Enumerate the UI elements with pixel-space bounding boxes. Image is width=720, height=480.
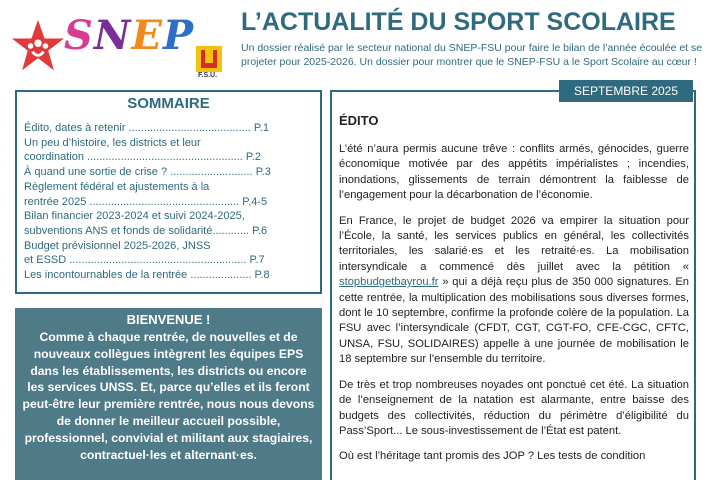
- logo-wordmark: SNEP: [64, 12, 195, 59]
- date-badge: SEPTEMBRE 2025: [559, 80, 693, 102]
- edito-section: [339, 113, 689, 475]
- toc-item[interactable]: À quand une sortie de crise ? ........................... P.3: [24, 166, 271, 179]
- bienvenue-title: BIENVENUE !: [126, 312, 211, 327]
- edito-paragraph: De très et trop nombreuses noyades ont ponctué cet été. La situation de l’enseignement de la natation est alarmante, entre baisse des budgets des collectivités, réduction du périmètre d’éligibilité du Pass’Sport... Le sous-investissement de l’État est patent.: [339, 378, 689, 437]
- bienvenue-text: Comme à chaque rentrée, de nouvelles et de nouveaux collègues intègrent les équipes EPS dans les établissements, les districts ou encore les services UNSS. Et, parce qu’elles et ils feront peut-être leur première rentrée, nous nous devons de donner le meilleur accueil possible, professionnel, convivial et militant aux stagiaires, contractuel·les et alternant·es.: [22, 330, 315, 462]
- toc-item[interactable]: rentrée 2025 ................................................. P.4-5: [24, 195, 268, 208]
- bienvenue-box: [15, 308, 322, 480]
- toc-item[interactable]: Bilan financier 2023-2024 et suivi 2024-2025,: [24, 210, 245, 223]
- toc-item[interactable]: Édito, dates à retenir ........................................ P.1: [24, 122, 269, 134]
- snep-logo: [8, 8, 218, 79]
- toc-item[interactable]: Les incontournables de la rentrée .................... P.8: [24, 269, 270, 282]
- toc-item[interactable]: coordination ................................................... P.2: [24, 151, 261, 164]
- fsu-label: F.S.U.: [198, 72, 218, 79]
- petition-link[interactable]: stopbudgetbayrou.fr: [339, 276, 439, 289]
- intro-text: Un dossier réalisé par le secteur national du SNEP-FSU pour faire le bilan de l’année écoulée et se projeter pour 2025-2026. Un dossier pour montrer que le SNEP-FSU a le Sport Scolaire au cœur !: [241, 42, 703, 68]
- toc-item[interactable]: et ESSD .......................................................... P.7: [24, 254, 265, 267]
- page-title: L’ACTUALITÉ DU SPORT SCOLAIRE: [241, 8, 676, 36]
- sommaire-title: SOMMAIRE: [127, 95, 210, 112]
- toc-item[interactable]: subventions ANS et fonds de solidarité............ P.6: [24, 224, 268, 237]
- sommaire-list: [24, 121, 314, 283]
- edito-paragraph: [339, 214, 689, 368]
- edito-paragraph: L’été n’aura permis aucune trêve : conflits armés, génocides, guerre économique motivée par des appétits impérialistes ; incendies, inondations, glissements de terrain démontrent la faiblesse de l’engagement pour la décarbonation de l’économie.: [339, 143, 689, 202]
- edito-paragraph: Où est l’héritage tant promis des JOP ? Les tests de condition: [339, 450, 646, 463]
- toc-item[interactable]: Un peu d’histoire, les districts et leur: [24, 136, 201, 149]
- toc-item[interactable]: Budget prévisionnel 2025-2026, JNSS: [24, 239, 211, 252]
- sommaire-box: [15, 90, 322, 294]
- star-people-icon: [10, 18, 66, 74]
- edito-text: » qui a déjà reçu plus de 350 000 signatures. En cette rentrée, la multiplication des mobilisations sous diverses formes, dont le 10 septembre, confirme la profonde colère de la population. La FSU avec l’intersyndicale (CFDT, CGT, CGT-FO, CFE-CGC, CFTC, UNSA, FSU, SOLIDAIRES) appelle à une journée de mobilisation le 18 septembre sur l’ensemble du territoire.: [339, 276, 689, 366]
- edito-title: ÉDITO: [339, 113, 379, 128]
- edito-text: En France, le projet de budget 2026 va empirer la situation pour l’École, la santé, les services publics en général, les collectivités territoriales, les salarié·es et les retraité·es. La mobilisation intersyndicale a commencé dès juillet avec la pétition «: [339, 214, 689, 273]
- toc-item[interactable]: Règlement fédéral et ajustements à la: [24, 180, 210, 193]
